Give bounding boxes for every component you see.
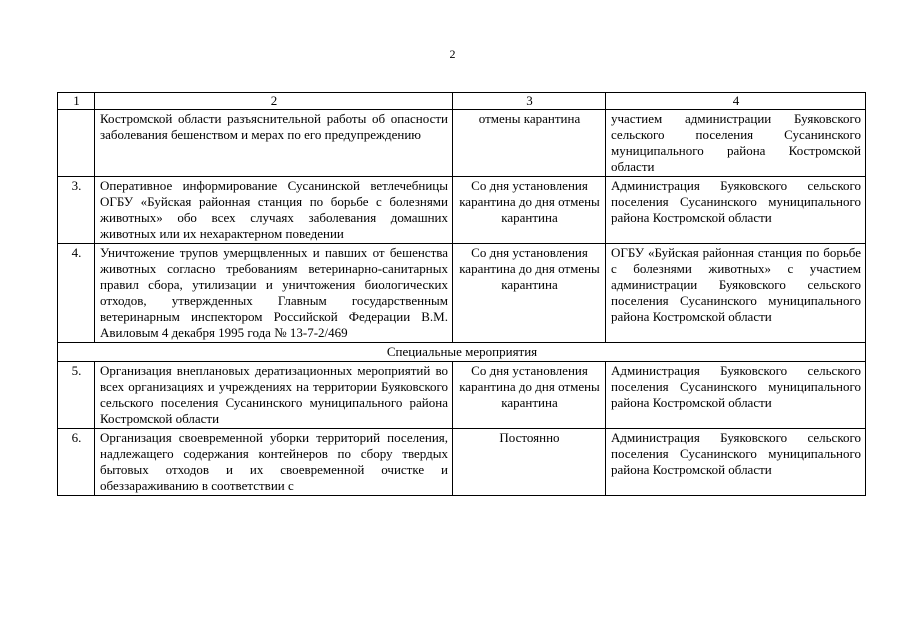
measure-text: Оперативное информирование Сусанинской ветлечебницы ОГБУ «Буйская районная станция по борьбе с болезнями животных» обо всех случаях заболевания домашних животных или их нехарактерном поведении	[95, 177, 453, 244]
row-number: 5.	[58, 362, 95, 429]
measure-term: Со дня установления карантина до дня отмены карантина	[453, 244, 606, 343]
measure-term: Со дня установления карантина до дня отмены карантина	[453, 177, 606, 244]
table-row	[58, 429, 866, 496]
table-header-row	[58, 93, 866, 110]
row-number: 3.	[58, 177, 95, 244]
measure-term: Постоянно	[453, 429, 606, 496]
table-row	[58, 362, 866, 429]
row-number	[58, 110, 95, 177]
measure-text: Организация своевременной уборки территорий поселения, надлежащего содержания контейнеров по сбору твердых бытовых отходов и их своевременной очистке и обеззараживанию в соответствии с	[95, 429, 453, 496]
measure-term: отмены карантина	[453, 110, 606, 177]
measures-table	[57, 92, 866, 496]
page-number: 2	[449, 47, 456, 61]
header-cell: 4	[606, 93, 866, 110]
table-row	[58, 244, 866, 343]
measure-responsible: участием администрации Буяковского сельского поселения Сусанинского муниципального района Костромской области	[606, 110, 866, 177]
row-number: 6.	[58, 429, 95, 496]
header-cell: 3	[453, 93, 606, 110]
row-number: 4.	[58, 244, 95, 343]
measure-text: Костромской области разъяснительной работы об опасности заболевания бешенством и мерах по его предупреждению	[95, 110, 453, 177]
measure-term: Со дня установления карантина до дня отмены карантина	[453, 362, 606, 429]
section-title: Специальные мероприятия	[58, 343, 866, 362]
measure-responsible: Администрация Буяковского сельского поселения Сусанинского муниципального района Костромской области	[606, 177, 866, 244]
measure-responsible: Администрация Буяковского сельского поселения Сусанинского муниципального района Костромской области	[606, 429, 866, 496]
table-row	[58, 177, 866, 244]
measure-responsible: Администрация Буяковского сельского поселения Сусанинского муниципального района Костромской области	[606, 362, 866, 429]
section-row	[58, 343, 866, 362]
header-cell: 1	[58, 93, 95, 110]
table-row	[58, 110, 866, 177]
measure-text: Уничтожение трупов умерщвленных и павших от бешенства животных согласно требованиям ветеринарно-санитарных правил сбора, утилизации и уничтожения биологических отходов, утвержденных Главным государственным ветеринарным инспектором Российской Федерации В.М. Авиловым 4 декабря 1995 года № 13-7-2/469	[95, 244, 453, 343]
header-cell: 2	[95, 93, 453, 110]
measure-text: Организация внеплановых дератизационных мероприятий во всех организациях и учреждениях на территории Буяковского сельского поселения Сусанинского муниципального района Костромской области	[95, 362, 453, 429]
measure-responsible: ОГБУ «Буйская районная станция по борьбе с болезнями животных» с участием администрации Буяковского сельского поселения Сусанинского муниципального района Костромской области	[606, 244, 866, 343]
